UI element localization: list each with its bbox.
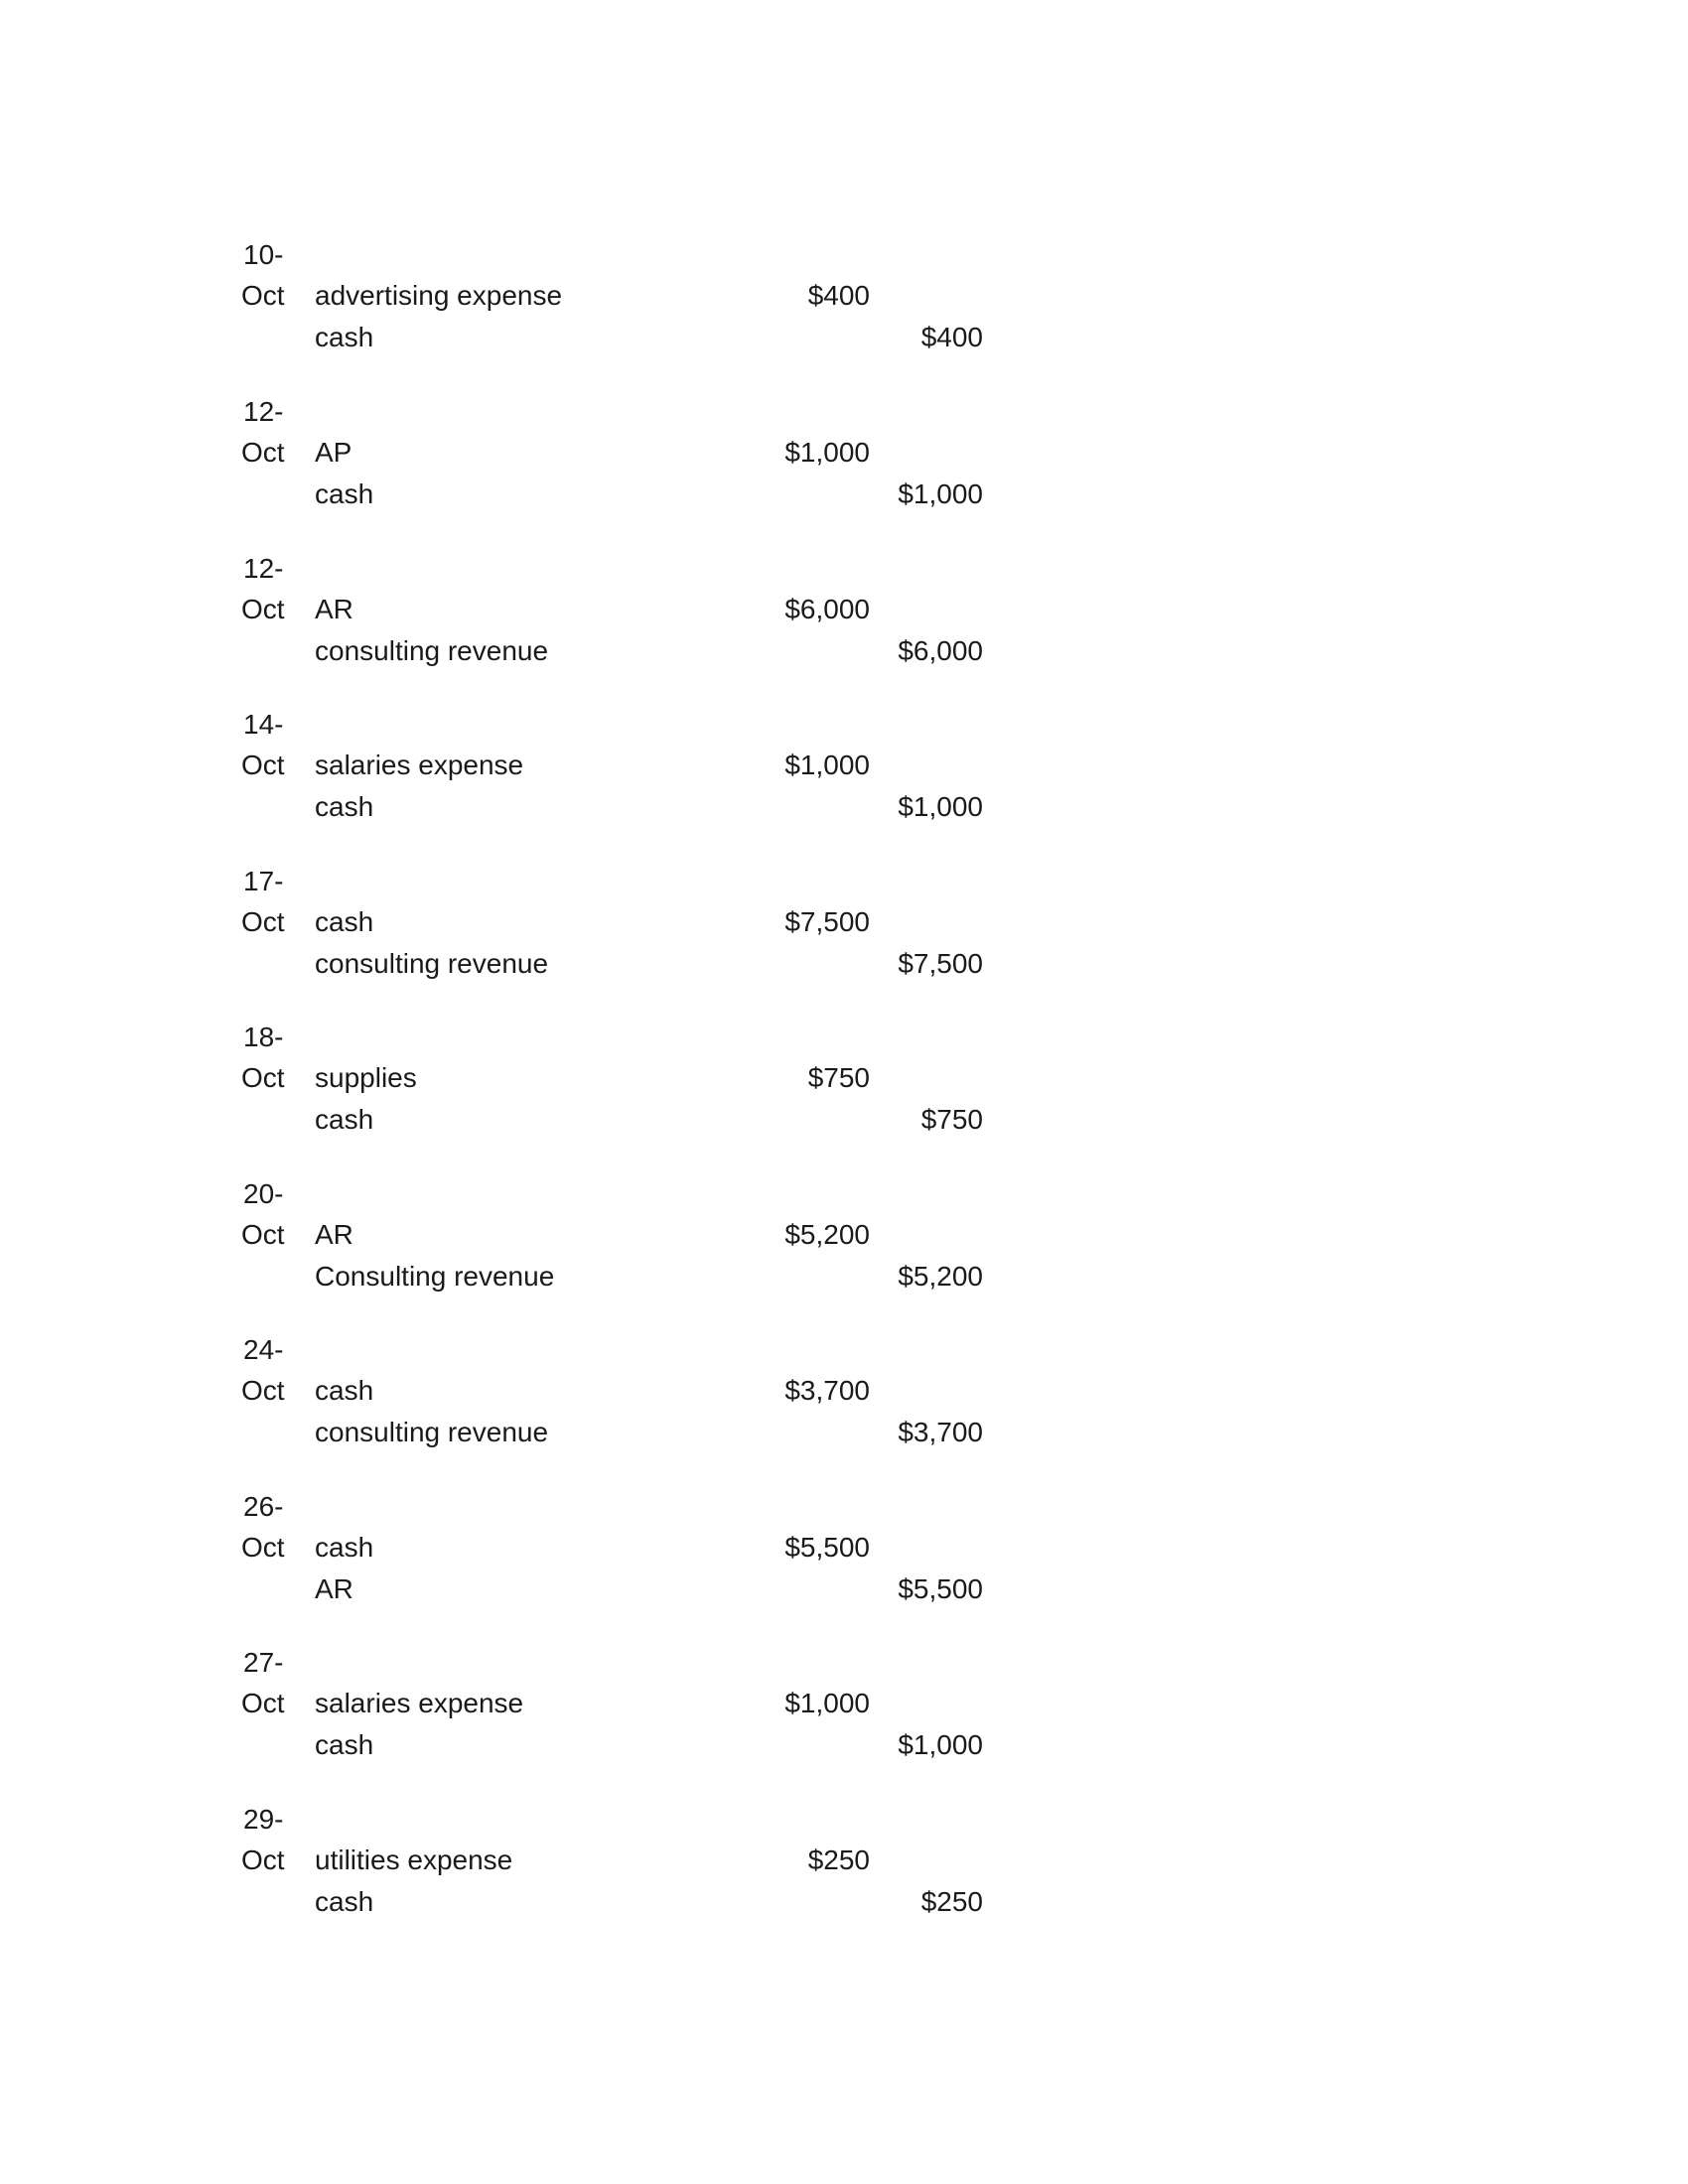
credit-amount: $5,200 bbox=[898, 1261, 983, 1292]
journal-entry bbox=[0, 1646, 1688, 1805]
debit-amount: $1,000 bbox=[784, 750, 870, 780]
entry-month: Oct bbox=[241, 594, 285, 624]
credit-amount: $7,500 bbox=[898, 948, 983, 979]
entry-day: 17- bbox=[243, 866, 284, 896]
debit-account: AP bbox=[315, 437, 352, 468]
credit-account: consulting revenue bbox=[315, 948, 549, 979]
debit-amount: $1,000 bbox=[784, 1688, 870, 1718]
entry-day: 26- bbox=[243, 1491, 284, 1522]
credit-amount: $1,000 bbox=[898, 791, 983, 822]
debit-amount: $5,500 bbox=[784, 1532, 870, 1563]
entry-day: 18- bbox=[243, 1022, 284, 1052]
credit-account: consulting revenue bbox=[315, 1417, 549, 1447]
entry-day: 27- bbox=[243, 1647, 284, 1678]
credit-account: cash bbox=[315, 322, 374, 352]
debit-amount: $3,700 bbox=[784, 1375, 870, 1406]
debit-account: AR bbox=[315, 1219, 353, 1250]
entry-day: 29- bbox=[243, 1804, 284, 1835]
credit-account: AR bbox=[315, 1573, 353, 1604]
credit-account: cash bbox=[315, 1886, 374, 1917]
credit-account: cash bbox=[315, 478, 374, 509]
journal-entry bbox=[0, 865, 1688, 1024]
credit-amount: $250 bbox=[920, 1886, 983, 1917]
debit-amount: $400 bbox=[807, 280, 870, 311]
entry-day: 12- bbox=[243, 396, 284, 427]
credit-amount: $5,500 bbox=[898, 1573, 983, 1604]
debit-account: salaries expense bbox=[315, 1688, 524, 1718]
entry-month: Oct bbox=[241, 1688, 285, 1718]
journal-entry bbox=[0, 1490, 1688, 1649]
credit-amount: $400 bbox=[920, 322, 983, 352]
credit-amount: $6,000 bbox=[898, 635, 983, 666]
entry-month: Oct bbox=[241, 1532, 285, 1563]
entry-day: 12- bbox=[243, 553, 284, 584]
credit-account: cash bbox=[315, 1729, 374, 1760]
credit-amount: $3,700 bbox=[898, 1417, 983, 1447]
debit-account: cash bbox=[315, 906, 374, 937]
debit-amount: $5,200 bbox=[784, 1219, 870, 1250]
entry-month: Oct bbox=[241, 280, 285, 311]
credit-account: Consulting revenue bbox=[315, 1261, 555, 1292]
credit-amount: $1,000 bbox=[898, 1729, 983, 1760]
debit-account: utilities expense bbox=[315, 1844, 513, 1875]
entry-month: Oct bbox=[241, 750, 285, 780]
entry-month: Oct bbox=[241, 1375, 285, 1406]
debit-amount: $7,500 bbox=[784, 906, 870, 937]
debit-amount: $1,000 bbox=[784, 437, 870, 468]
debit-account: cash bbox=[315, 1532, 374, 1563]
credit-account: consulting revenue bbox=[315, 635, 549, 666]
debit-account: salaries expense bbox=[315, 750, 524, 780]
journal-entry bbox=[0, 1803, 1688, 1962]
entry-month: Oct bbox=[241, 1219, 285, 1250]
debit-amount: $250 bbox=[807, 1844, 870, 1875]
journal-entry bbox=[0, 1333, 1688, 1492]
journal-entry bbox=[0, 1021, 1688, 1179]
debit-account: AR bbox=[315, 594, 353, 624]
debit-amount: $750 bbox=[807, 1062, 870, 1093]
debit-amount: $6,000 bbox=[784, 594, 870, 624]
debit-account: advertising expense bbox=[315, 280, 563, 311]
credit-amount: $750 bbox=[920, 1104, 983, 1135]
credit-account: cash bbox=[315, 791, 374, 822]
journal-entry bbox=[0, 552, 1688, 711]
entry-month: Oct bbox=[241, 906, 285, 937]
journal-entry bbox=[0, 708, 1688, 867]
credit-account: cash bbox=[315, 1104, 374, 1135]
journal-entry bbox=[0, 395, 1688, 554]
journal-entry bbox=[0, 1177, 1688, 1336]
entry-month: Oct bbox=[241, 437, 285, 468]
entry-day: 20- bbox=[243, 1178, 284, 1209]
debit-account: cash bbox=[315, 1375, 374, 1406]
entry-month: Oct bbox=[241, 1844, 285, 1875]
credit-amount: $1,000 bbox=[898, 478, 983, 509]
entry-day: 24- bbox=[243, 1334, 284, 1365]
debit-account: supplies bbox=[315, 1062, 417, 1093]
entry-day: 14- bbox=[243, 709, 284, 740]
entry-month: Oct bbox=[241, 1062, 285, 1093]
entry-day: 10- bbox=[243, 239, 284, 270]
journal-entry bbox=[0, 238, 1688, 397]
